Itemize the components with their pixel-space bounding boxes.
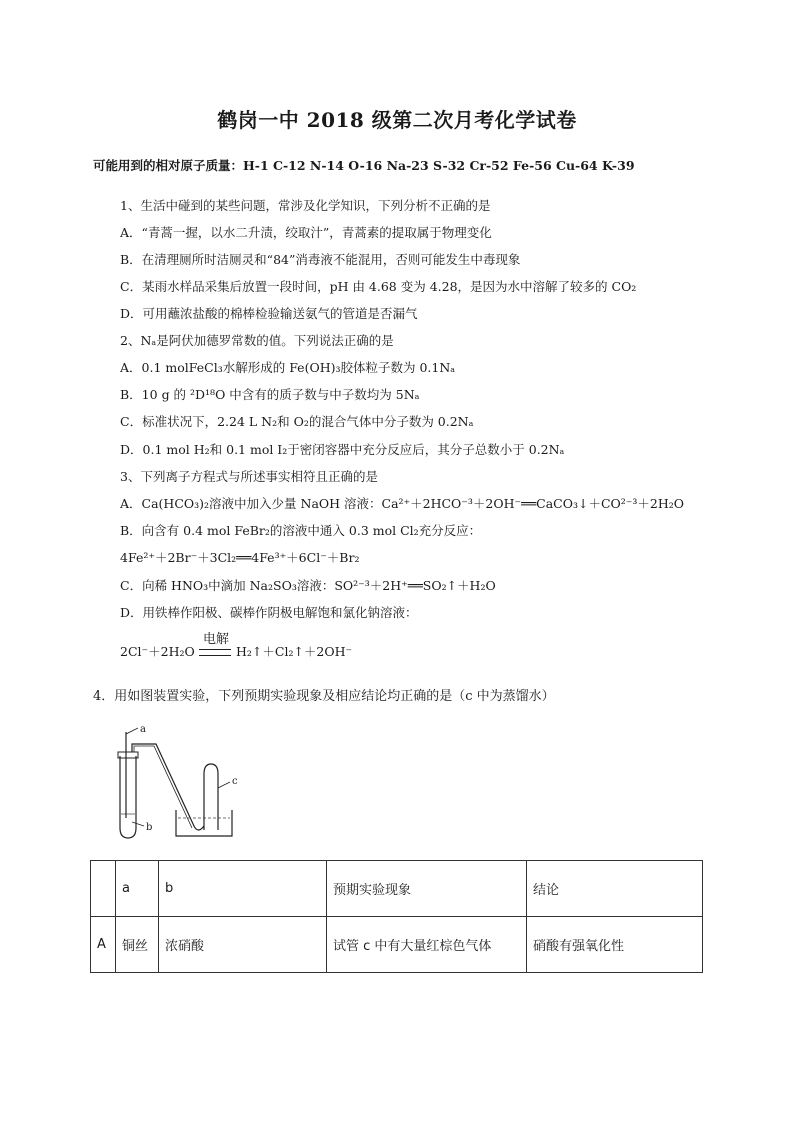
table-cell: 铜丝 — [116, 917, 159, 973]
table-header-cell: 预期实验现象 — [327, 861, 527, 917]
table-header-cell — [91, 861, 116, 917]
electrolysis-condition: 电解 — [203, 632, 230, 647]
question-1-option-d: D．可用蘸浓盐酸的棉棒检验输送氨气的管道是否漏气 — [120, 306, 418, 321]
question-3-option-b-equation: 4Fe²⁺＋2Br⁻＋3Cl₂══4Fe³⁺＋6Cl⁻＋Br₂ — [120, 550, 360, 565]
label-a: a — [140, 724, 146, 735]
question-3-stem: 3、下列离子方程式与所述事实相符且正确的是 — [120, 469, 378, 484]
lab-apparatus-diagram — [108, 722, 248, 842]
question-2-option-c: C．标准状况下，2.24 L N₂和 O₂的混合气体中分子数为 0.2Nₐ — [120, 414, 474, 429]
question-1-option-b: B．在清理厕所时洁厕灵和“84”消毒液不能混用，否则可能发生中毒现象 — [120, 252, 521, 267]
table-cell: A — [91, 917, 116, 973]
table-header-row — [91, 861, 703, 917]
label-b: b — [146, 822, 153, 833]
question-2-stem: 2、Nₐ是阿伏加德罗常数的值。下列说法正确的是 — [120, 333, 394, 348]
question-4-stem: 4．用如图装置实验，下列预期实验现象及相应结论均正确的是（c 中为蒸馏水） — [93, 689, 555, 704]
label-c: c — [232, 776, 238, 787]
table-header-cell: a — [116, 861, 159, 917]
electrolysis-right-side: H₂↑＋Cl₂↑＋2OH⁻ — [236, 644, 353, 659]
question-1-option-a: A．“青蒿一握，以水二升渍，绞取汁”，青蒿素的提取属于物理变化 — [120, 225, 492, 240]
electrolysis-left-side: 2Cl⁻＋2H₂O — [120, 644, 195, 659]
table-cell: 硝酸有强氧化性 — [527, 917, 703, 973]
table-header-cell: b — [159, 861, 327, 917]
question-1-stem: 1、生活中碰到的某些问题，常涉及化学知识，下列分析不正确的是 — [120, 198, 491, 213]
table-cell: 浓硝酸 — [159, 917, 327, 973]
table-header-cell: 结论 — [527, 861, 703, 917]
question-2-option-a: A．0.1 molFeCl₃水解形成的 Fe(OH)₃胶体粒子数为 0.1Nₐ — [120, 360, 456, 375]
question-3-option-a: A．Ca(HCO₃)₂溶液中加入少量 NaOH 溶液：Ca²⁺＋2HCO⁻³＋2OH⁻══CaCO₃↓＋CO²⁻³＋2H₂O — [120, 496, 685, 511]
page-title: 鹤岗一中 2018 级第二次月考化学试卷 — [217, 108, 577, 132]
question-2-option-d: D．0.1 mol H₂和 0.1 mol I₂于密闭容器中充分反应后，其分子总数小于 0.2Nₐ — [120, 442, 565, 457]
atomic-masses-line: 可能用到的相对原子质量：H-1 C-12 N-14 O-16 Na-23 S-32 Cr-52 Fe-56 Cu-64 K-39 — [93, 158, 635, 173]
table-cell: 试管 c 中有大量红棕色气体 — [327, 917, 527, 973]
equation-equals-sign — [199, 649, 231, 656]
question-1-option-c: C．某雨水样品采集后放置一段时间，pH 由 4.68 变为 4.28，是因为水中溶解了较多的 CO₂ — [120, 279, 637, 294]
question-3-option-b: B．向含有 0.4 mol FeBr₂的溶液中通入 0.3 mol Cl₂充分反应： — [120, 523, 482, 538]
results-table — [90, 860, 703, 973]
question-3-option-c: C．向稀 HNO₃中滴加 Na₂SO₃溶液：SO²⁻³＋2H⁺══SO₂↑＋H₂O — [120, 578, 496, 593]
question-3-option-d: D．用铁棒作阳极、碳棒作阴极电解饱和氯化钠溶液： — [120, 605, 418, 620]
table-row — [91, 917, 703, 973]
question-2-option-b: B．10 g 的 ²D¹⁸O 中含有的质子数与中子数均为 5Nₐ — [120, 387, 420, 402]
